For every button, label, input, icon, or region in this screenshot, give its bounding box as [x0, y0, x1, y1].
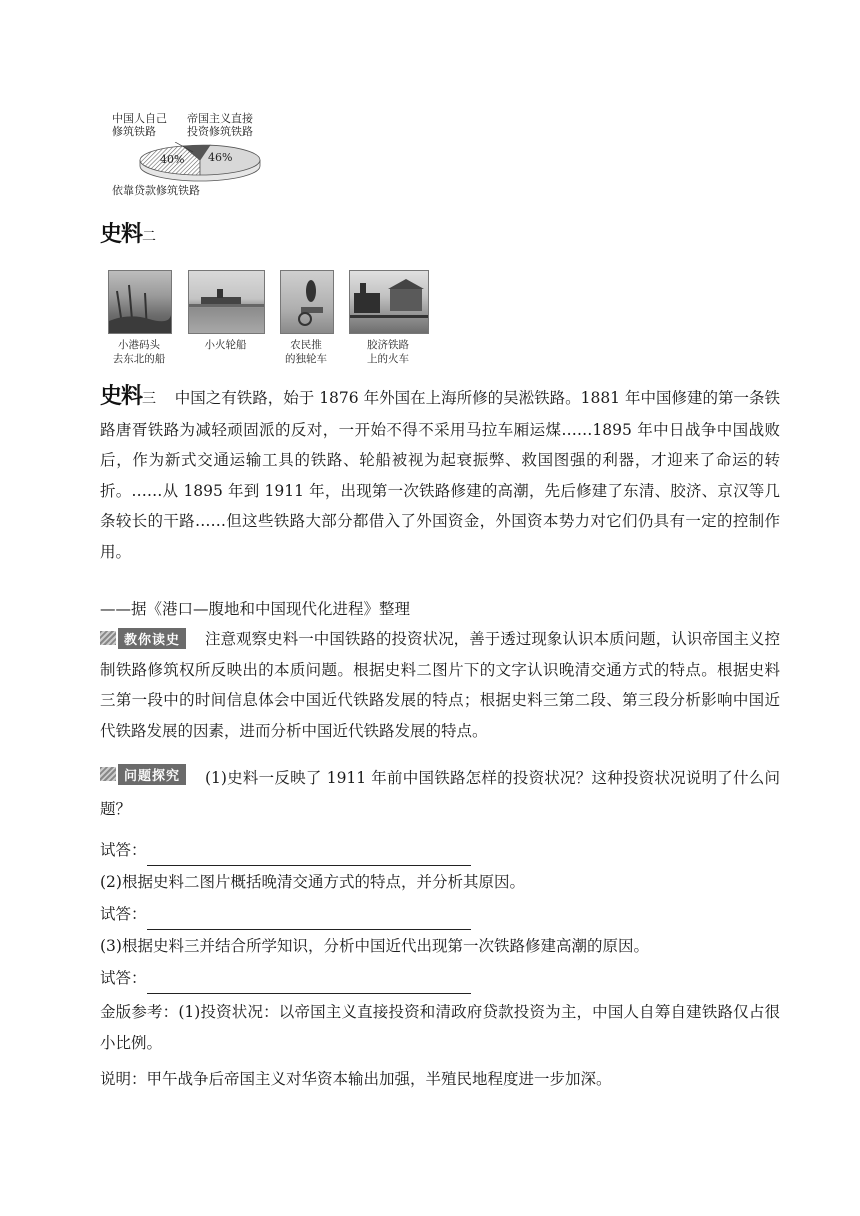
- source3-mark: [100, 383, 155, 409]
- inquiry-tag-label: 问题探究: [118, 764, 186, 785]
- source2-num: 二: [142, 229, 156, 245]
- answer-3-row: [100, 963, 780, 994]
- caption-wheelbarrow: 农民推 的独轮车: [285, 339, 327, 365]
- reference-answer: 金版参考：(1)投资状况：以帝国主义直接投资和清政府贷款投资为主，中国人自筹自建铁路仅占很小比例。: [100, 1003, 780, 1052]
- source3-text: 中国之有铁路，始于 1876 年外国在上海所修的吴淞铁路。1881 年中国修建的第一条铁路唐胥铁路为减轻顽固派的反对，一开始不得不采用马拉车厢运煤……1895 年中日战争中国战败后，作为新式交通运输工具的铁路、轮船被视为起衰振弊、救国图强的利器，才迎来了命运的转折。……从 1895 年到 1911 年，出现第一次铁路修建的高潮，先后修建了东清、胶济、京汉等几条较长的干路……但这些铁路大部分都借入了外国资金，外国资本势力对它们仍具有一定的控制作用。: [100, 389, 780, 561]
- caption-train: 胶济铁路 上的火车: [367, 339, 409, 365]
- guide-text: 注意观察史料一中国铁路的投资状况，善于透过现象认识本质问题，认识帝国主义控制铁路修筑权所反映出的本质问题。根据史料二图片下的文字认识晚清交通方式的特点。根据史料三第一段中的时间信息体会中国近代铁路发展的特点；根据史料三第二段、第三段分析影响中国近代铁路发展的因素，进而分析中国近代铁路发展的特点。: [100, 630, 780, 740]
- photo-small-steamboat: [188, 270, 265, 334]
- answer-2-row: [100, 899, 780, 930]
- answer-1-field[interactable]: [147, 847, 471, 866]
- photo-harbor-boat: [108, 270, 172, 334]
- caption-small-steamboat: 小火轮船: [204, 339, 247, 351]
- answer-3-field[interactable]: [147, 975, 471, 994]
- answer-2-field[interactable]: [147, 911, 471, 930]
- explanation: 说明：甲午战争后帝国主义对华资本输出加强，半殖民地程度进一步加深。: [100, 1070, 612, 1088]
- answer-3-label: 试答：: [100, 969, 147, 987]
- answer-1-row: [100, 835, 780, 866]
- question-3: (3)根据史料三并结合所学知识，分析中国近代出现第一次铁路修建高潮的原因。: [100, 937, 649, 955]
- question-1-text: (1)史料一反映了 1911 年前中国铁路怎样的投资状况？这种投资状况说明了什么问题？: [100, 769, 780, 818]
- pie-label-loan: 依靠贷款修筑铁路: [112, 184, 200, 197]
- pie-label-direct: 帝国主义直接 投资修筑铁路: [187, 112, 253, 138]
- source3-citation: ——据《港口—腹地和中国现代化进程》整理: [100, 600, 411, 618]
- source2-mark-text: 史料: [100, 221, 143, 247]
- source3-mark-text: 史料: [100, 383, 143, 409]
- answer-2-label: 试答：: [100, 905, 147, 923]
- question-2: (2)根据史料二图片概括晚清交通方式的特点，并分析其原因。: [100, 873, 525, 891]
- source2-mark: [100, 217, 155, 248]
- pie-figure: [100, 108, 270, 200]
- pie-value-loan: 40%: [160, 153, 185, 166]
- pie-chart: [135, 142, 265, 184]
- photo-train: [349, 270, 429, 334]
- pie-value-direct: 46%: [208, 151, 233, 164]
- photo-wheelbarrow: [280, 270, 334, 334]
- source3-num: 三: [142, 391, 156, 407]
- answer-1-label: 试答：: [100, 841, 147, 859]
- guide-tag-label: 教你读史: [118, 628, 186, 649]
- guide-paragraph: [100, 624, 780, 746]
- question-1: [100, 763, 780, 824]
- caption-harbor-boat: 小港码头 去东北的船: [112, 339, 166, 365]
- source3-paragraph: [100, 381, 780, 567]
- pie-label-self: 中国人自己 修筑铁路: [112, 112, 167, 138]
